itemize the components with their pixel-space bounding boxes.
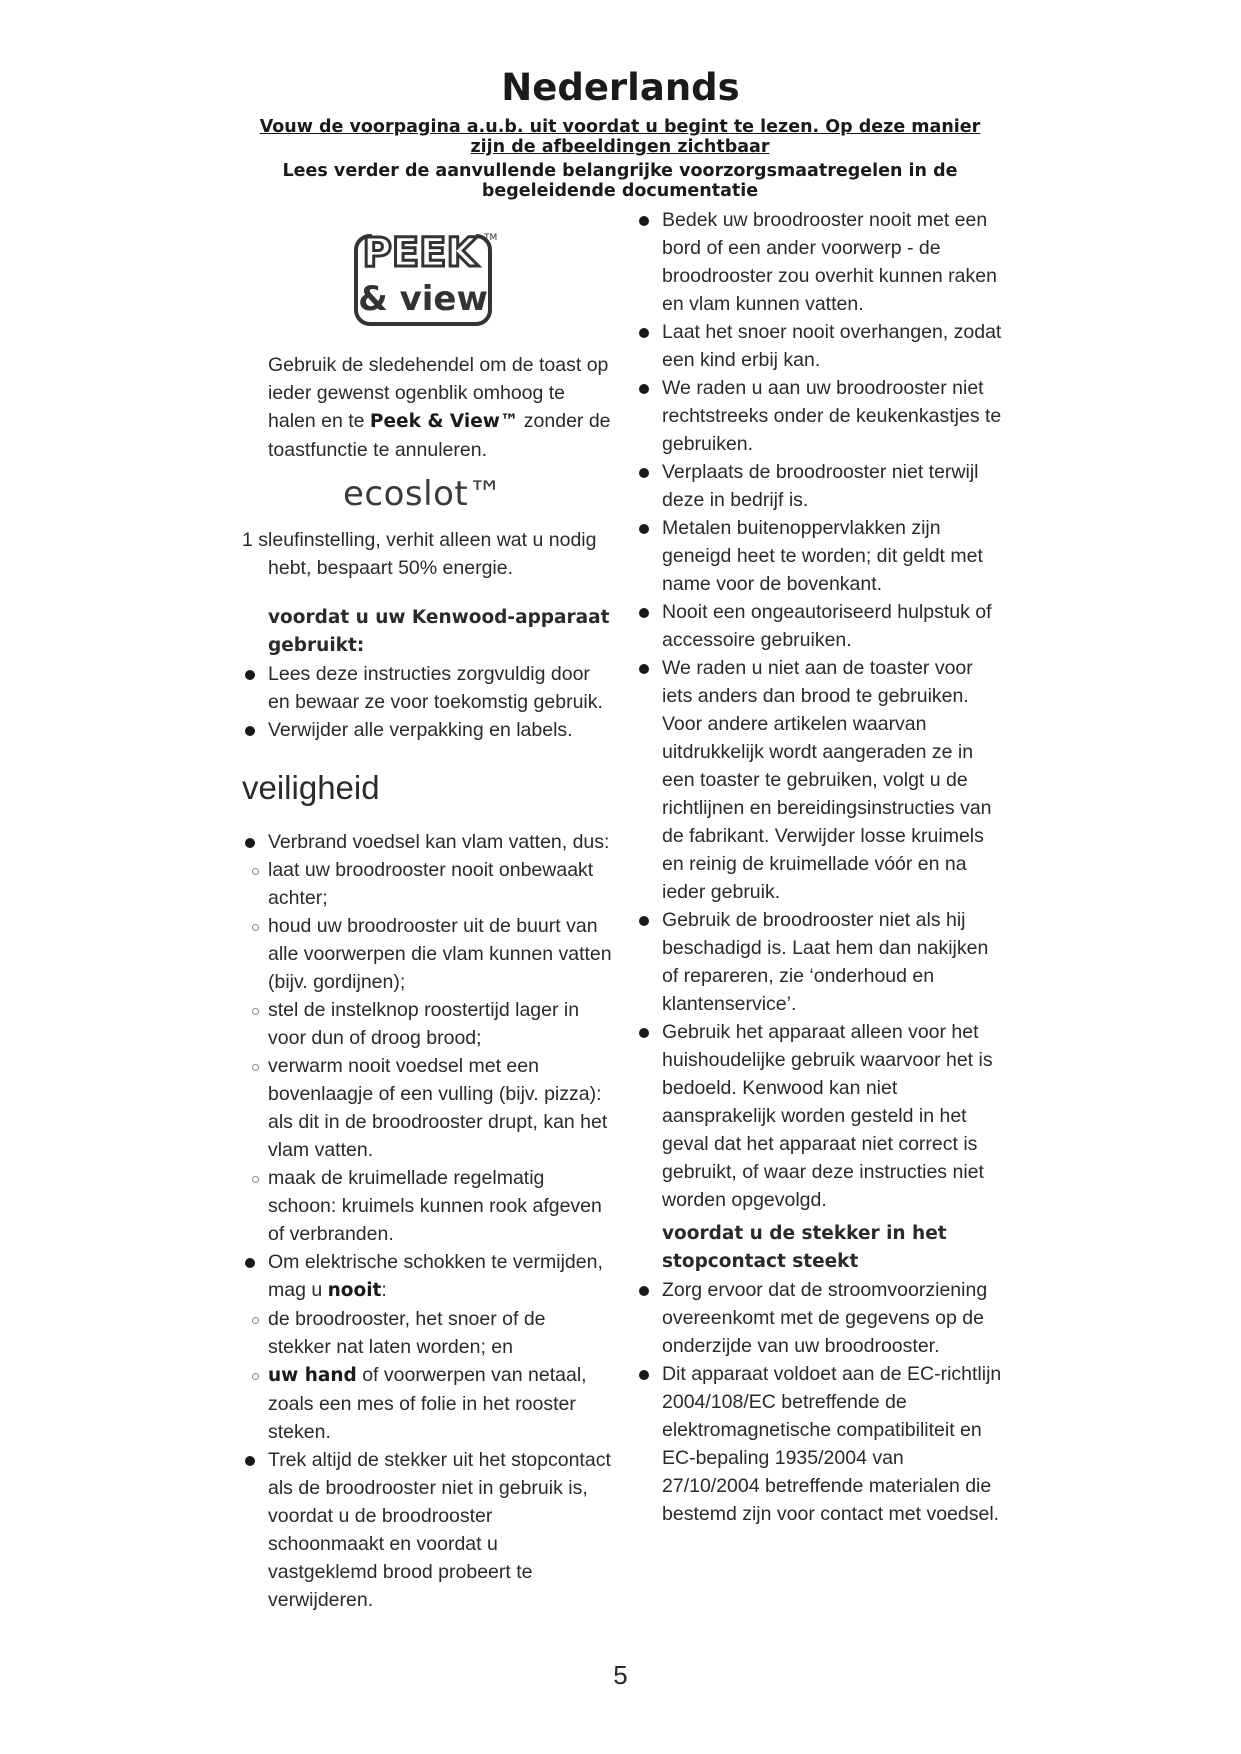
list-item: Nooit een ongeautoriseerd hulpstuk of accessoire gebruiken. <box>636 598 1006 654</box>
list-item: Gebruik het apparaat alleen voor het huishoudelijke gebruik waarvoor het is bedoeld. Kenwood kan niet aansprakelijk worden gesteld in het geval dat het apparaat niet correct is gebruikt, of waar deze instructies niet worden opgevolgd. <box>636 1018 1006 1214</box>
page-title: Nederlands <box>501 66 740 109</box>
list-item: We raden u niet aan de toaster voor iets anders dan brood te gebruiken. Voor andere artikelen waarvan uitdrukkelijk wordt aangeraden ze in een toaster te gebruiken, volgt u de richtlijnen en bereidingsinstructies van de fabrikant. Verwijder losse kruimels en reinig de kruimellade vóór en na ieder gebruik. <box>636 654 1006 906</box>
left-column-main <box>242 526 612 1614</box>
ecoslot-description: 1 sleufinstelling, verhit alleen wat u nodig hebt, bespaart 50% energie. <box>242 529 597 579</box>
before-use-heading: voordat u uw Kenwood-apparaat gebruikt: <box>268 607 610 656</box>
peek-view-bold: Peek & View™ <box>369 411 519 432</box>
sub-list-item: houd uw broodrooster uit de buurt van alle voorwerpen die vlam kunnen vatten (bijv. gordijnen); <box>242 912 612 996</box>
fold-notice <box>240 117 1000 157</box>
list-item: Bedek uw broodrooster nooit met een bord of een ander voorwerp - de broodrooster zou overhit kunnen raken en vlam kunnen vatten. <box>636 206 1006 318</box>
sub-list-item <box>242 1361 612 1446</box>
right-safety-list <box>636 206 1006 1214</box>
shock-sub2-text: of voorwerpen van netaal, zoals een mes of folie in het rooster steken. <box>268 1364 587 1443</box>
sub-list-item: laat uw broodrooster nooit onbewaakt achter; <box>242 856 612 912</box>
sub-list-item: verwarm nooit voedsel met een bovenlaagje of een vulling (bijv. pizza): als dit in de broodrooster drupt, kan het vlam vatten. <box>242 1052 612 1164</box>
plug-heading: voordat u de stekker in het stopcontact steekt <box>662 1223 947 1272</box>
peek-view-description <box>242 351 612 464</box>
shock-never-bold: nooit <box>327 1280 382 1301</box>
fold-notice-line2: zijn de afbeeldingen zichtbaar <box>470 137 770 157</box>
safety-list <box>242 828 612 1614</box>
list-item: Gebruik de broodrooster niet als hij beschadigd is. Laat hem dan nakijken of repareren, zie ‘onderhoud en klantenservice’. <box>636 906 1006 1018</box>
logo-view-text: & view <box>358 279 488 319</box>
ecoslot-tm: ™ <box>468 474 503 514</box>
fold-notice-line1: Vouw de voorpagina a.u.b. uit voordat u begint te lezen. Op deze manier <box>259 117 981 137</box>
peek-and-view-logo <box>352 218 508 328</box>
list-item: Dit apparaat voldoet aan de EC-richtlijn 2004/108/EC betreffende de elektromagnetische compatibiliteit en EC-bepaling 1935/2004 van 27/10/2004 betreffende materialen die bestemd zijn voor contact met voedsel. <box>636 1360 1006 1528</box>
list-item: We raden u aan uw broodrooster niet rechtstreeks onder de keukenkastjes te gebruiken. <box>636 374 1006 458</box>
extra-precautions-note <box>240 161 1000 201</box>
list-item: Trek altijd de stekker uit het stopcontact als de broodrooster niet in gebruik is, voordat u de broodrooster schoonmaakt en voordat u vastgeklemd brood probeert te verwijderen. <box>242 1446 612 1614</box>
list-item: Laat het snoer nooit overhangen, zodat een kind erbij kan. <box>636 318 1006 374</box>
list-item <box>242 1248 612 1305</box>
before-use-list <box>242 660 612 744</box>
page-number: 5 <box>613 1660 628 1690</box>
sub-list-item: stel de instelknop roostertijd lager in voor dun of droog brood; <box>242 996 612 1052</box>
your-hand-bold: uw hand <box>268 1365 357 1386</box>
right-column <box>636 206 1006 1528</box>
plug-list <box>636 1276 1006 1528</box>
extra-note-line1: Lees verder de aanvullende belangrijke voorzorgsmaatregelen in de <box>282 161 958 181</box>
logo-peek-text: PEEK <box>362 230 478 276</box>
list-item: Verwijder alle verpakking en labels. <box>242 716 612 744</box>
list-item: Verbrand voedsel kan vlam vatten, dus: <box>242 828 612 856</box>
ecoslot-logo <box>343 474 503 514</box>
sub-list-item: maak de kruimellade regelmatig schoon: kruimels kunnen rook afgeven of verbranden. <box>242 1164 612 1248</box>
peek-desc-text-end: zonder de toastfunctie te annuleren. <box>268 410 611 461</box>
list-item: Lees deze instructies zorgvuldig door en bewaar ze voor toekomstig gebruik. <box>242 660 612 716</box>
left-column <box>242 351 612 464</box>
safety-heading: veiligheid <box>242 769 380 806</box>
logo-tm: TM <box>484 233 498 243</box>
shock-text: Om elektrische schokken te vermijden, mag u <box>268 1251 603 1301</box>
list-item: Verplaats de broodrooster niet terwijl deze in bedrijf is. <box>636 458 1006 514</box>
shock-colon: : <box>381 1279 387 1301</box>
peek-desc-text: Gebruik de sledehendel om de toast op ieder gewenst ogenblik omhoog te halen en te <box>268 354 609 432</box>
list-item: Zorg ervoor dat de stroomvoorziening overeenkomt met de gegevens op de onderzijde van uw broodrooster. <box>636 1276 1006 1360</box>
ecoslot-name: ecoslot <box>343 474 469 514</box>
list-item: Metalen buitenoppervlakken zijn geneigd heet te worden; dit geldt met name voor de bovenkant. <box>636 514 1006 598</box>
extra-note-line2: begeleidende documentatie <box>481 181 759 201</box>
sub-list-item: de broodrooster, het snoer of de stekker nat laten worden; en <box>242 1305 612 1361</box>
